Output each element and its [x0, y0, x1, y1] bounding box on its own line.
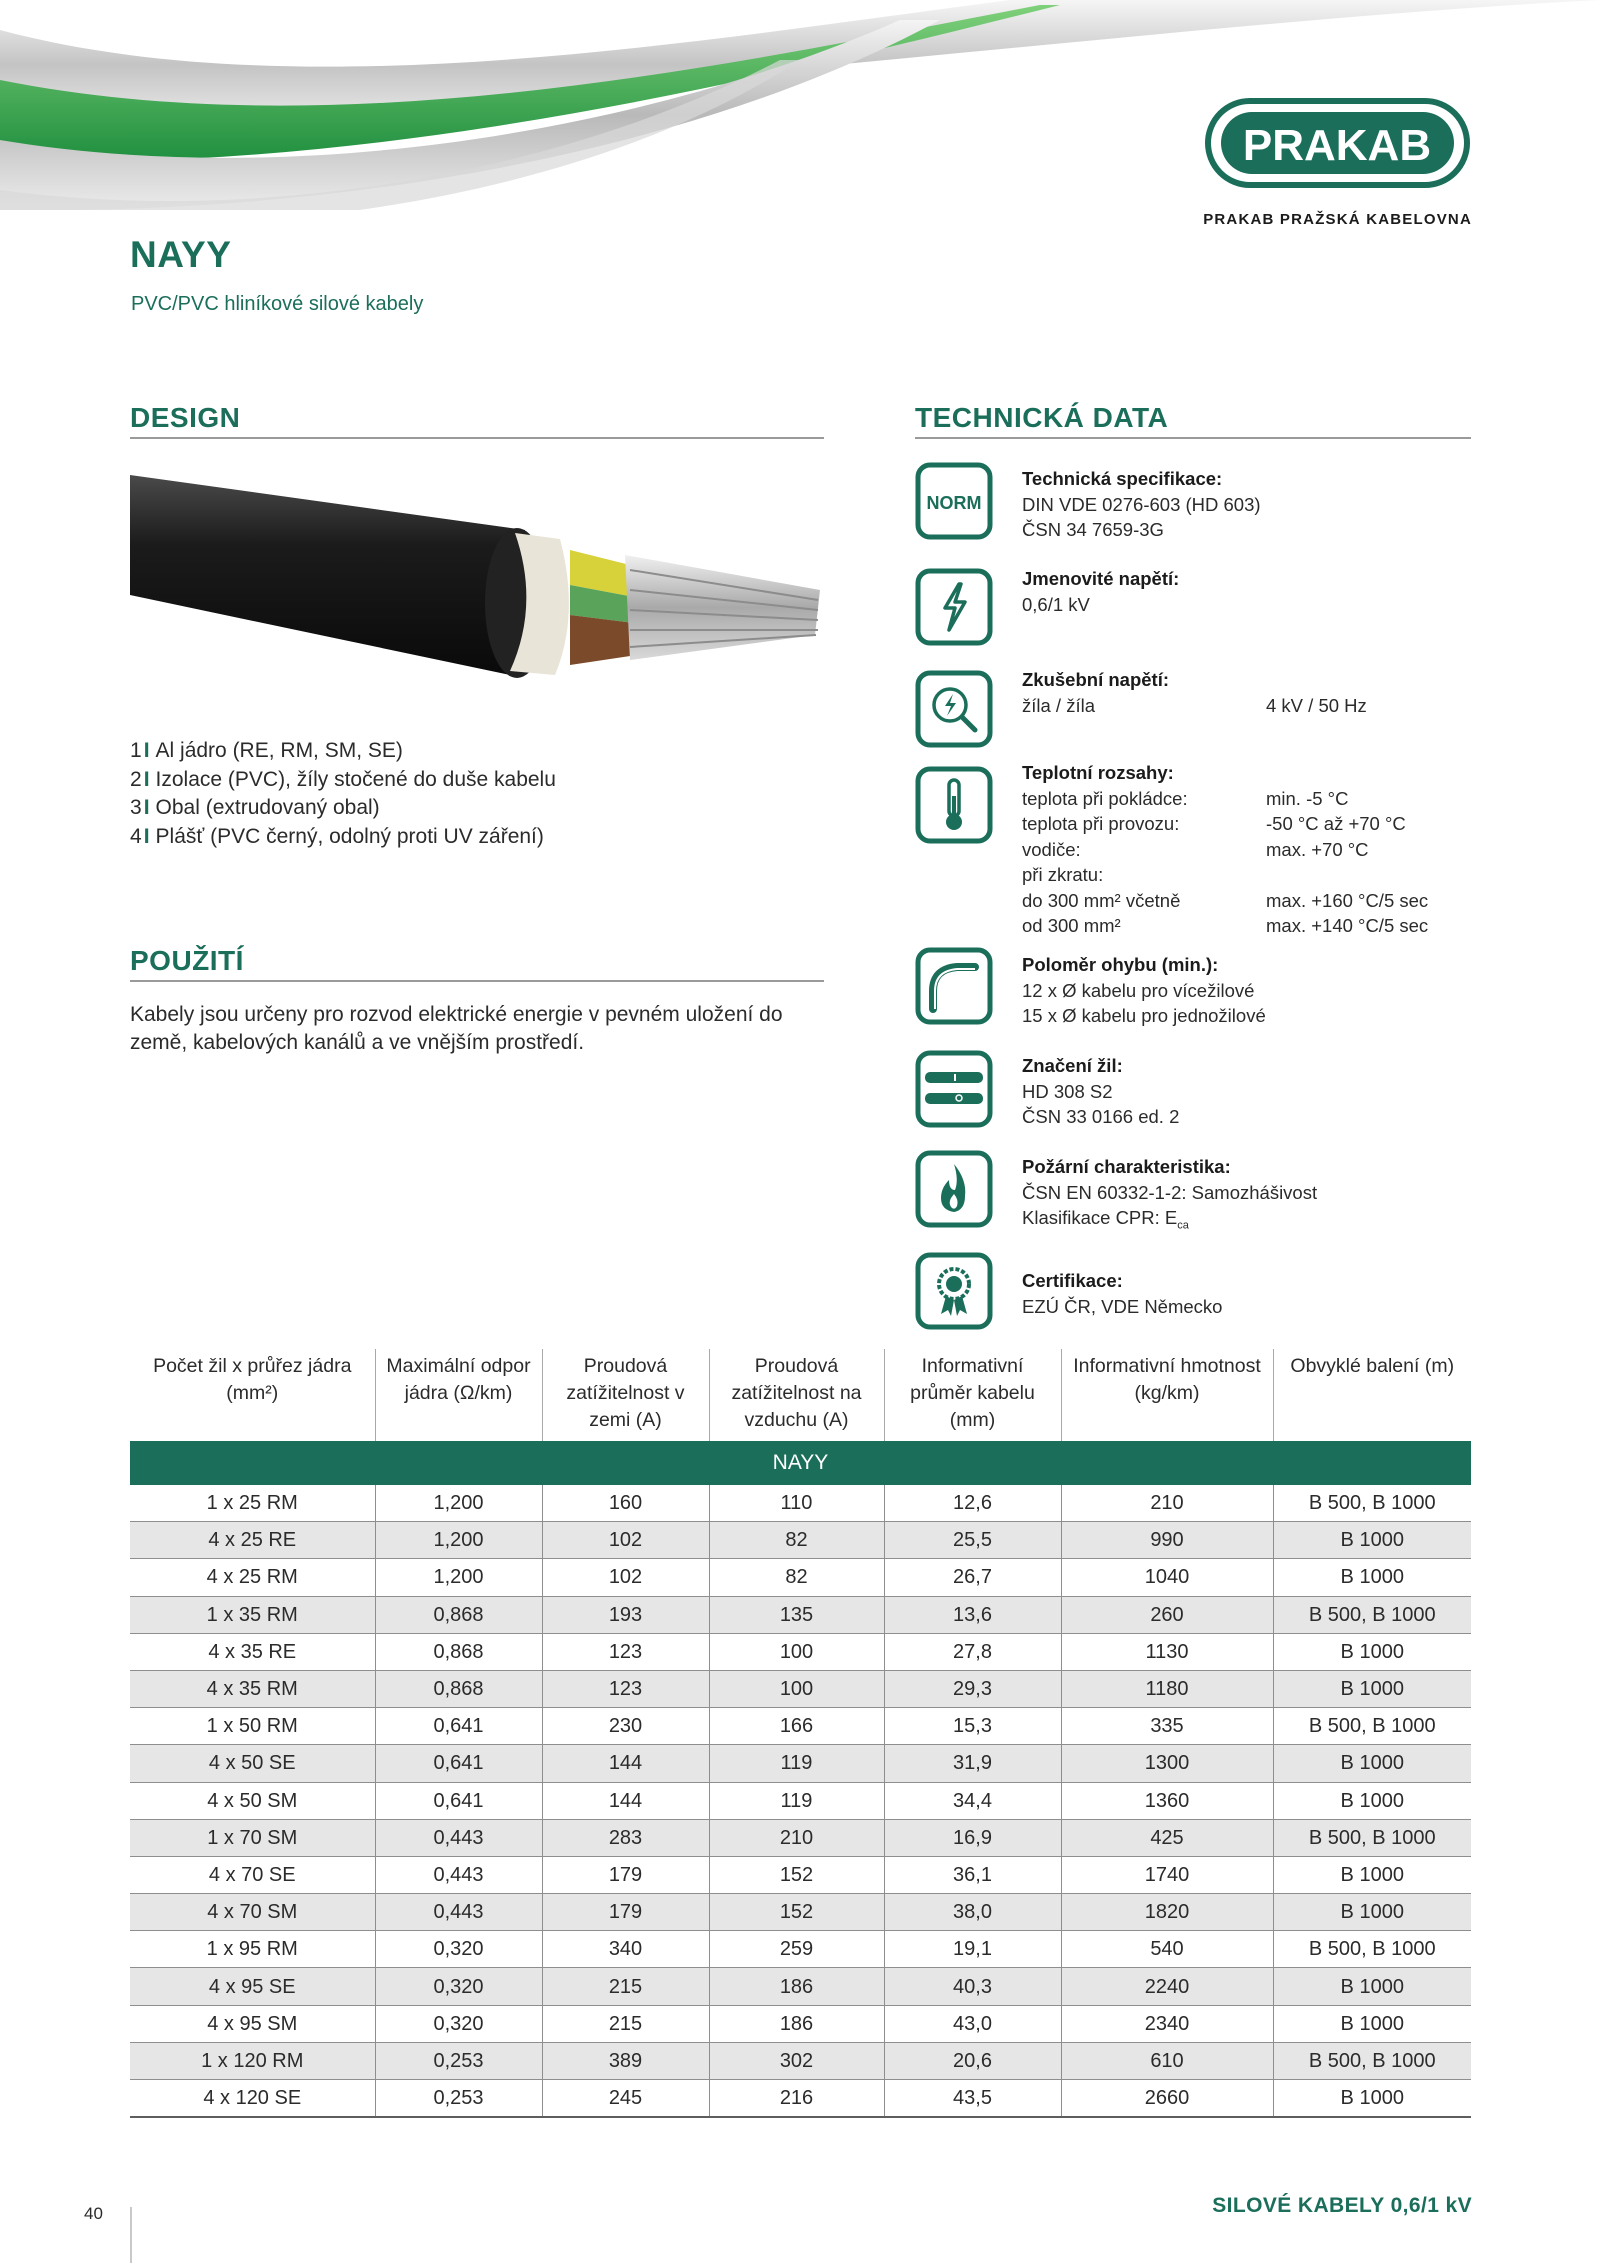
table-cell: 0,443 [375, 1856, 542, 1893]
list-item: 1I Al jádro (RE, RM, SM, SE) [130, 739, 403, 762]
table-cell: 100 [709, 1633, 884, 1670]
table-cell: 1 x 50 RM [130, 1708, 375, 1745]
table-cell: 1,200 [375, 1559, 542, 1596]
table-cell: 1740 [1061, 1856, 1273, 1893]
table-cell: 1300 [1061, 1745, 1273, 1782]
table-cell: B 1000 [1273, 2080, 1471, 2118]
table-cell: B 1000 [1273, 1559, 1471, 1596]
table-cell: 119 [709, 1782, 884, 1819]
table-row [130, 1670, 1471, 1707]
logo-text: PRAKAB [1242, 121, 1432, 170]
table-cell: 4 x 35 RM [130, 1670, 375, 1707]
table-cell: 210 [709, 1819, 884, 1856]
table-row [130, 1894, 1471, 1931]
table-cell: 13,6 [884, 1596, 1061, 1633]
table-cell: 26,7 [884, 1559, 1061, 1596]
table-cell: 4 x 70 SE [130, 1856, 375, 1893]
lightning-icon [915, 568, 993, 646]
design-list [130, 737, 556, 851]
table-row [130, 1522, 1471, 1559]
table-cell: 1130 [1061, 1633, 1273, 1670]
table-cell: 40,3 [884, 1968, 1061, 2005]
page-number: 40 [84, 2204, 103, 2223]
table-cell: 1820 [1061, 1894, 1273, 1931]
column-header: Maximální odpor jádra (Ω/km) [375, 1349, 542, 1441]
table-cell: B 1000 [1273, 1633, 1471, 1670]
table-cell: B 1000 [1273, 1968, 1471, 2005]
table-row [130, 1856, 1471, 1893]
table-cell: 4 x 95 SE [130, 1968, 375, 2005]
magnifier-lightning-icon [915, 670, 993, 748]
table-cell: B 1000 [1273, 2005, 1471, 2042]
table-cell: 12,6 [884, 1485, 1061, 1522]
table-cell: 152 [709, 1856, 884, 1893]
table-cell: 210 [1061, 1485, 1273, 1522]
table-cell: B 500, B 1000 [1273, 2042, 1471, 2079]
table-cell: 102 [542, 1522, 709, 1559]
table-cell: 990 [1061, 1522, 1273, 1559]
table-cell: 215 [542, 2005, 709, 2042]
table-cell: 215 [542, 1968, 709, 2005]
table-cell: 302 [709, 2042, 884, 2079]
table-cell: 160 [542, 1485, 709, 1522]
table-cell: 119 [709, 1745, 884, 1782]
table-cell: 27,8 [884, 1633, 1061, 1670]
table-row [130, 1745, 1471, 1782]
table-cell: 4 x 120 SE [130, 2080, 375, 2118]
table-cell: 193 [542, 1596, 709, 1633]
table-cell: B 500, B 1000 [1273, 1596, 1471, 1633]
page-subtitle: PVC/PVC hliníkové silové kabely [131, 293, 424, 315]
group-label: NAYY [130, 1441, 1471, 1485]
usage-divider [130, 980, 824, 982]
company-name: PRAKAB PRAŽSKÁ KABELOVNA [1203, 211, 1472, 228]
tech-marking: Značení žil: HD 308 S2 ČSN 33 0166 ed. 2 [1022, 1055, 1180, 1127]
table-cell: 102 [542, 1559, 709, 1596]
list-item: 4I Plášť (PVC černý, odolný proti UV záření) [130, 824, 544, 848]
table-cell: 144 [542, 1782, 709, 1819]
table-cell: 1,200 [375, 1522, 542, 1559]
table-cell: 31,9 [884, 1745, 1061, 1782]
cable-cross-section-image [130, 475, 830, 695]
column-header: Proudová zatížitelnost na vzduchu (A) [709, 1349, 884, 1441]
table-cell: 186 [709, 2005, 884, 2042]
table-cell: 425 [1061, 1819, 1273, 1856]
table-cell: 2660 [1061, 2080, 1273, 2118]
table-cell: 340 [542, 1931, 709, 1968]
table-group-row [130, 1441, 1471, 1485]
table-cell: 179 [542, 1856, 709, 1893]
table-cell: 34,4 [884, 1782, 1061, 1819]
design-heading: DESIGN [130, 402, 241, 433]
table-row [130, 2080, 1471, 2118]
table-cell: 4 x 70 SM [130, 1894, 375, 1931]
table-cell: 283 [542, 1819, 709, 1856]
table-cell: 0,253 [375, 2042, 542, 2079]
table-cell: 0,320 [375, 1931, 542, 1968]
table-row [130, 1485, 1471, 1522]
table-row [130, 2005, 1471, 2042]
table-cell: 16,9 [884, 1819, 1061, 1856]
table-cell: 4 x 25 RE [130, 1522, 375, 1559]
table-cell: 1 x 120 RM [130, 2042, 375, 2079]
column-header: Informativní průměr kabelu (mm) [884, 1349, 1061, 1441]
table-cell: 179 [542, 1894, 709, 1931]
table-cell: 123 [542, 1670, 709, 1707]
table-row [130, 1559, 1471, 1596]
table-cell: 4 x 50 SE [130, 1745, 375, 1782]
table-cell: 43,5 [884, 2080, 1061, 2118]
design-divider [130, 437, 824, 439]
table-cell: B 1000 [1273, 1745, 1471, 1782]
tech-fire: Požární charakteristika: ČSN EN 60332-1-2: Samozhášivost Klasifikace CPR: $E_{ca}$ [1022, 1156, 1318, 1232]
table-cell: B 1000 [1273, 1522, 1471, 1559]
table-cell: 1 x 35 RM [130, 1596, 375, 1633]
table-row [130, 1708, 1471, 1745]
table-cell: B 500, B 1000 [1273, 1708, 1471, 1745]
column-header: Informativní hmotnost (kg/km) [1061, 1349, 1273, 1441]
table-cell: 260 [1061, 1596, 1273, 1633]
table-cell: 110 [709, 1485, 884, 1522]
table-cell: B 1000 [1273, 1782, 1471, 1819]
page-title: NAYY [130, 234, 232, 275]
table-cell: 230 [542, 1708, 709, 1745]
tech-heading: TECHNICKÁ DATA [915, 402, 1169, 433]
table-cell: 4 x 95 SM [130, 2005, 375, 2042]
table-cell: 0,320 [375, 2005, 542, 2042]
table-cell: 0,443 [375, 1819, 542, 1856]
table-cell: 0,443 [375, 1894, 542, 1931]
table-cell: 0,868 [375, 1596, 542, 1633]
footer-section-title: SILOVÉ KABELY 0,6/1 kV [1212, 2194, 1472, 2217]
column-header: Počet žil x průřez jádra (mm²) [130, 1349, 375, 1441]
list-item: 3I Obal (extrudovaný obal) [130, 796, 380, 819]
table-cell: 29,3 [884, 1670, 1061, 1707]
table-cell: B 500, B 1000 [1273, 1485, 1471, 1522]
table-cell: 20,6 [884, 2042, 1061, 2079]
bend-radius-icon [915, 947, 993, 1025]
table-cell: 38,0 [884, 1894, 1061, 1931]
table-cell: 152 [709, 1894, 884, 1931]
norm-icon [915, 462, 993, 540]
column-header: Proudová zatížitelnost v zemi (A) [542, 1349, 709, 1441]
table-cell: 0,641 [375, 1708, 542, 1745]
table-row [130, 1931, 1471, 1968]
table-cell: 186 [709, 1968, 884, 2005]
tech-spec: Technická specifikace: DIN VDE 0276-603 (HD 603) ČSN 34 7659-3G [1022, 468, 1261, 540]
table-cell: 100 [709, 1670, 884, 1707]
flame-icon [915, 1150, 993, 1228]
table-row [130, 1819, 1471, 1856]
tech-temperature: Teplotní rozsahy: teplota při pokládce: min. -5 °C teplota při provozu: -50 °C až +70 °C vodiče: max. +70 °C při zkratu: do 300 mm² včetně max. +160 °C/5 sec od 300 mm² max. +140 °C/5 sec [1022, 762, 1429, 936]
tech-voltage: Jmenovité napětí: 0,6/1 kV [1022, 568, 1180, 615]
tech-cert: Certifikace: EZÚ ČR, VDE Německo [1022, 1270, 1223, 1317]
table-cell: 0,641 [375, 1782, 542, 1819]
prakab-logo [1205, 98, 1470, 188]
table-cell: 0,320 [375, 1968, 542, 2005]
tech-test-voltage: Zkušební napětí: žíla / žíla 4 kV / 50 Hz [1022, 669, 1367, 716]
tech-bending: Poloměr ohybu (min.): 12 x Ø kabelu pro vícežilové 15 x Ø kabelu pro jednožilové [1022, 954, 1266, 1026]
table-cell: 0,253 [375, 2080, 542, 2118]
table-cell: 135 [709, 1596, 884, 1633]
table-cell: 540 [1061, 1931, 1273, 1968]
table-cell: B 1000 [1273, 1670, 1471, 1707]
table-cell: 0,641 [375, 1745, 542, 1782]
table-cell: 123 [542, 1633, 709, 1670]
table-cell: 25,5 [884, 1522, 1061, 1559]
table-cell: 1 x 95 RM [130, 1931, 375, 1968]
product-table [130, 1349, 1471, 2118]
table-cell: 82 [709, 1522, 884, 1559]
table-cell: 0,868 [375, 1670, 542, 1707]
table-cell: 1180 [1061, 1670, 1273, 1707]
svg-text:NORM: NORM [926, 493, 982, 513]
column-header: Obvyklé balení (m) [1290, 1355, 1455, 1377]
table-cell: 19,1 [884, 1931, 1061, 1968]
table-row [130, 2042, 1471, 2079]
table-cell: 1,200 [375, 1485, 542, 1522]
table-cell: 2240 [1061, 1968, 1273, 2005]
table-cell: 166 [709, 1708, 884, 1745]
thermometer-icon [915, 766, 993, 844]
table-cell: 335 [1061, 1708, 1273, 1745]
table-cell: 1 x 70 SM [130, 1819, 375, 1856]
table-cell: 389 [542, 2042, 709, 2079]
tech-divider [915, 437, 1471, 439]
table-cell: 15,3 [884, 1708, 1061, 1745]
table-row [130, 1596, 1471, 1633]
table-cell: 144 [542, 1745, 709, 1782]
footer-divider [130, 2207, 132, 2263]
table-cell: B 1000 [1273, 1856, 1471, 1893]
table-cell: 0,868 [375, 1633, 542, 1670]
usage-heading: POUŽITÍ [130, 945, 244, 976]
table-header-row [130, 1349, 1471, 1441]
table-cell: 216 [709, 2080, 884, 2118]
table-cell: 2340 [1061, 2005, 1273, 2042]
certificate-badge-icon [915, 1252, 993, 1330]
table-cell: 82 [709, 1559, 884, 1596]
table-row [130, 1633, 1471, 1670]
table-cell: 610 [1061, 2042, 1273, 2079]
table-cell: 4 x 35 RE [130, 1633, 375, 1670]
table-cell: B 1000 [1273, 1894, 1471, 1931]
usage-text: Kabely jsou určeny pro rozvod elektrické energie v pevném uložení do země, kabelových kanálů a ve vnějším prostředí. [130, 1003, 783, 1054]
table-cell: 1360 [1061, 1782, 1273, 1819]
table-cell: 245 [542, 2080, 709, 2118]
table-cell: 4 x 50 SM [130, 1782, 375, 1819]
core-marking-icon [915, 1050, 993, 1128]
list-item: 2I Izolace (PVC), žíly stočené do duše kabelu [130, 767, 556, 791]
table-cell: B 500, B 1000 [1273, 1931, 1471, 1968]
table-cell: 4 x 25 RM [130, 1559, 375, 1596]
table-cell: 1040 [1061, 1559, 1273, 1596]
table-cell: B 500, B 1000 [1273, 1819, 1471, 1856]
table-cell: 1 x 25 RM [130, 1485, 375, 1522]
table-cell: 43,0 [884, 2005, 1061, 2042]
table-row [130, 1968, 1471, 2005]
table-cell: 36,1 [884, 1856, 1061, 1893]
table-cell: 259 [709, 1931, 884, 1968]
table-row [130, 1782, 1471, 1819]
